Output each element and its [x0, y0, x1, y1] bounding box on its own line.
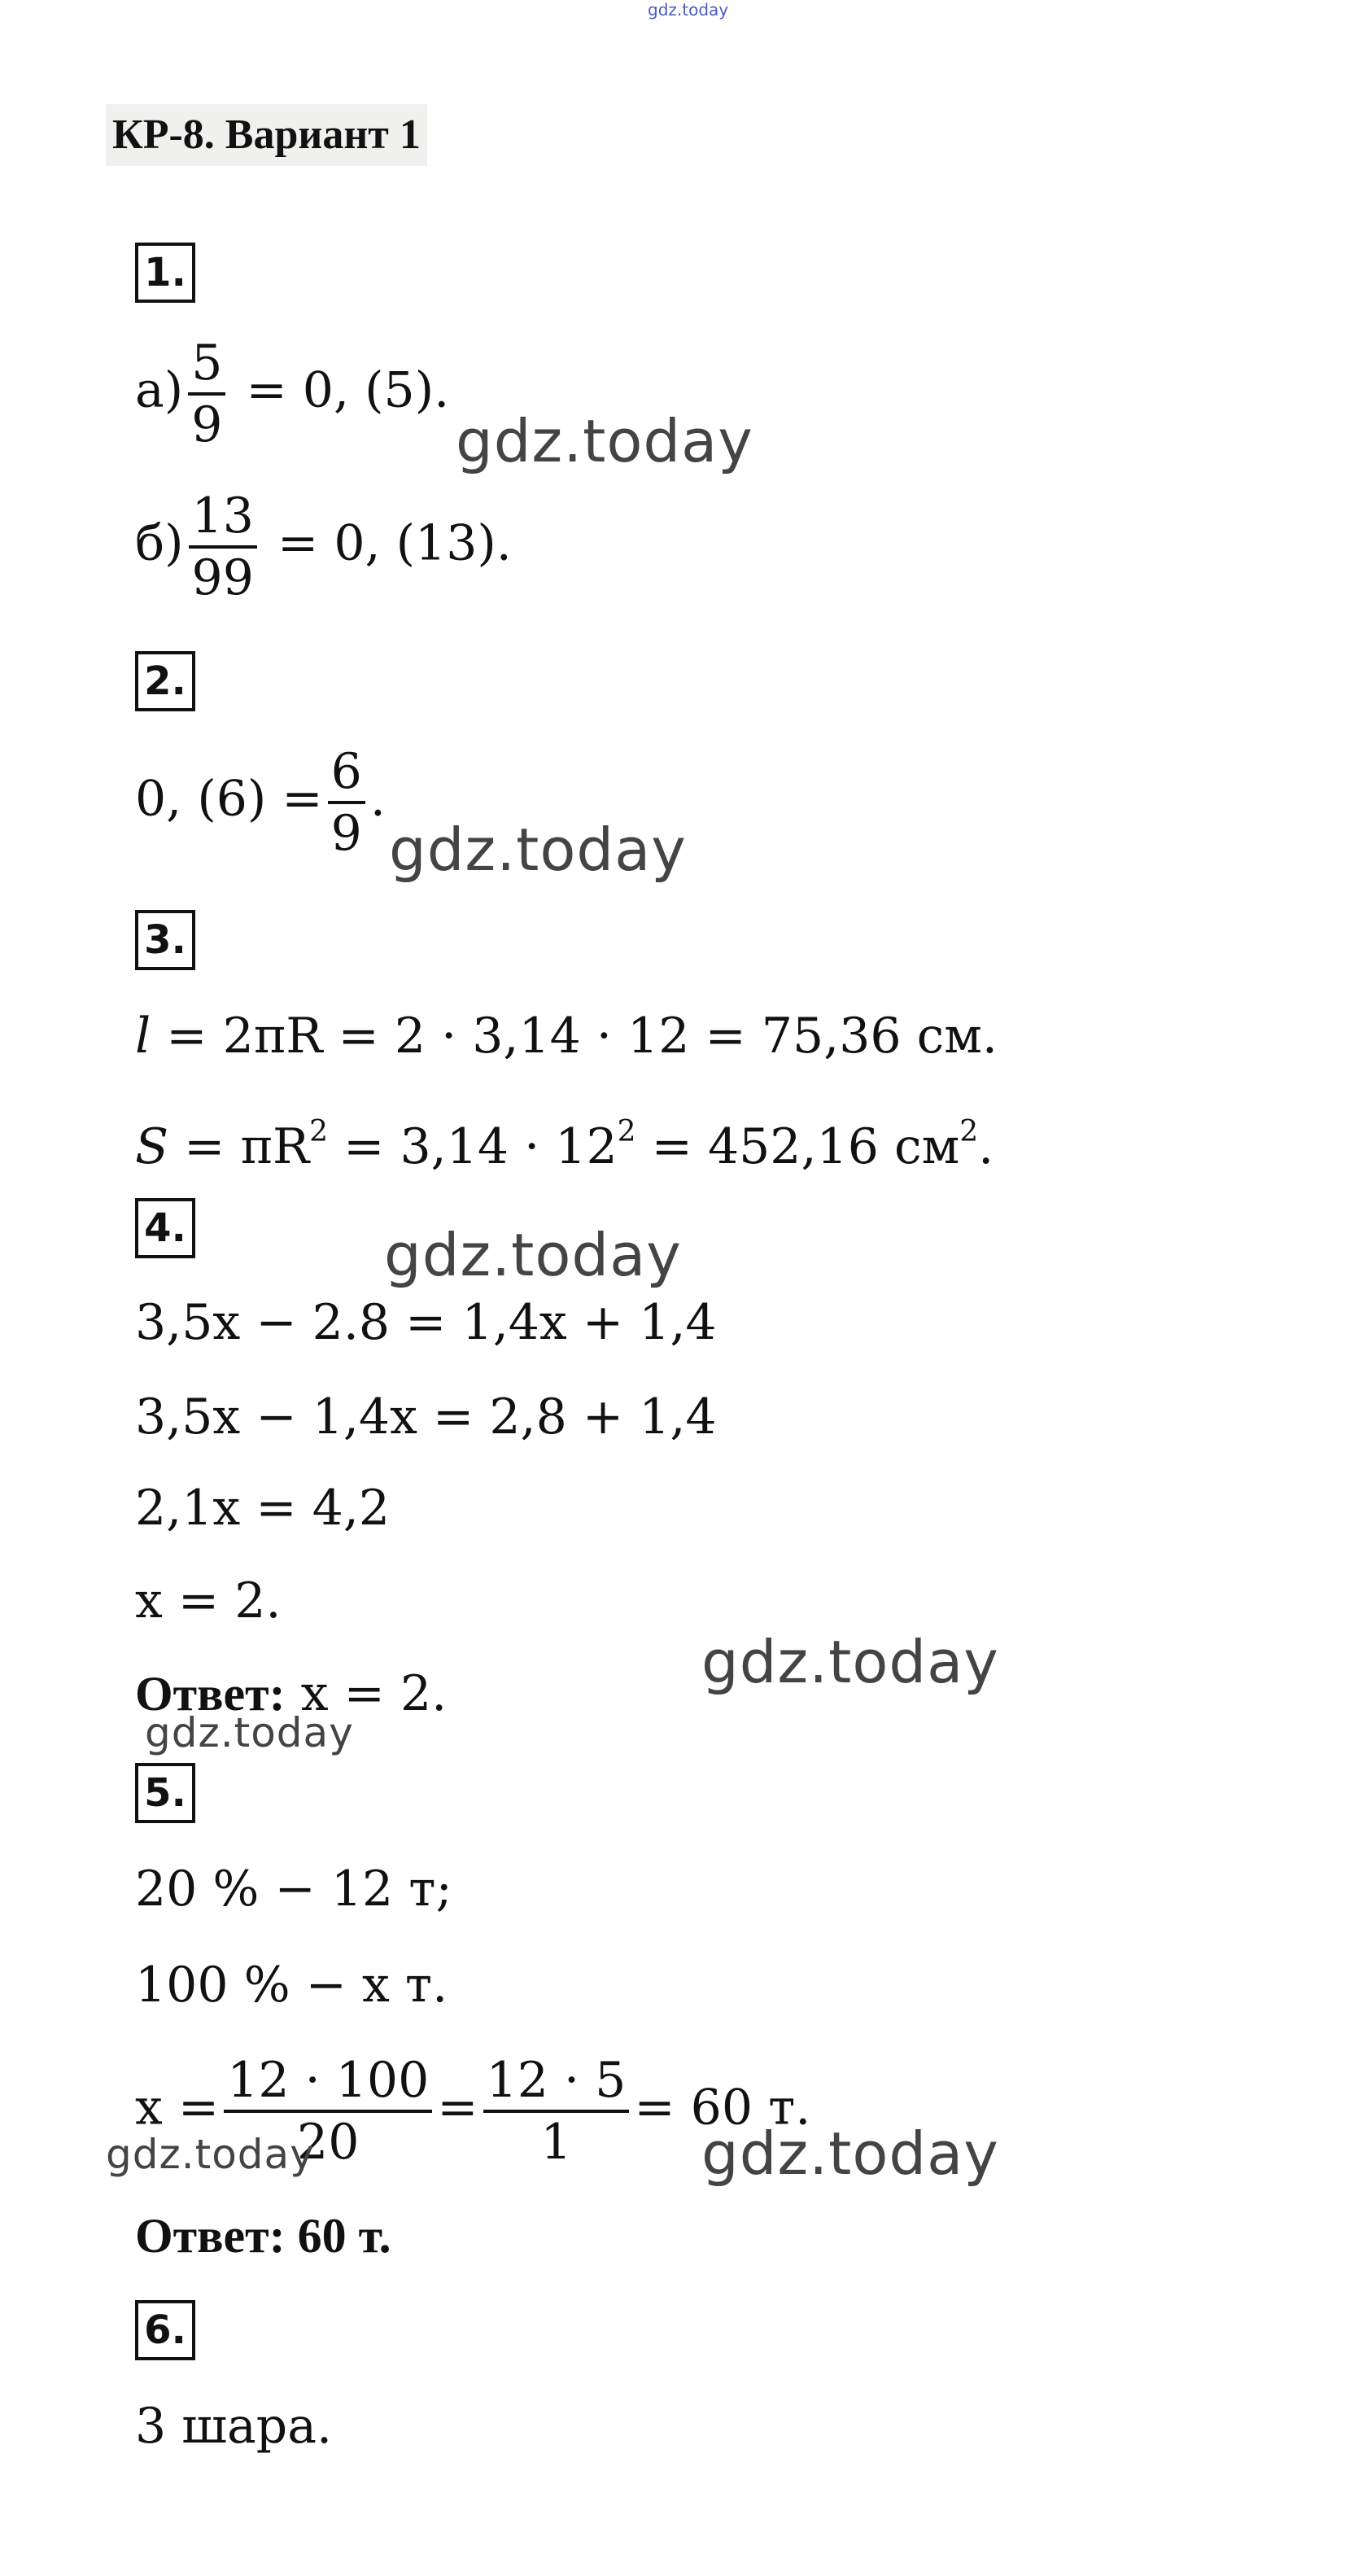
watermark-1: gdz.today [456, 407, 753, 475]
task5-answer: Ответ: 60 т. [135, 2209, 391, 2263]
watermark-6: gdz.today [106, 2131, 315, 2178]
fraction-numerator: 12 · 5 [483, 2051, 630, 2113]
fraction-60-1 [483, 2051, 630, 2171]
task3-l-expr: = 2πR = 2 · 3,14 · 12 = 75,36 см. [151, 1008, 998, 1065]
task4-line-4: x = 2. [135, 1572, 282, 1629]
task3-s-var: S [135, 1118, 169, 1175]
task1-a-prefix: а) [135, 361, 184, 419]
fraction-5-9 [188, 334, 225, 454]
task-number-5: 5. [135, 1763, 195, 1823]
watermark-4: gdz.today [701, 1628, 999, 1696]
task3-s-expr-3: = 452,16 см [635, 1118, 960, 1175]
task4-line-2: 3,5x − 1,4x = 2,8 + 1,4 [135, 1389, 717, 1445]
task1-line-b [135, 487, 512, 607]
fraction-denominator: 1 [540, 2114, 572, 2171]
task-number-2: 2. [135, 651, 195, 711]
task1-a-result: = 0, (5). [246, 361, 450, 419]
watermark-3: gdz.today [384, 1221, 682, 1289]
fraction-denominator: 99 [191, 549, 254, 606]
task4-line-3: 2,1x = 4,2 [135, 1480, 391, 1537]
task6-answer: 3 шара. [135, 2398, 333, 2455]
top-watermark: gdz.today [648, 0, 729, 20]
fraction-6-9 [328, 742, 365, 863]
task3-l-var: l [135, 1008, 151, 1065]
task3-s-sup-2: 2 [617, 1115, 636, 1148]
fraction-numerator: 12 · 100 [224, 2051, 432, 2113]
task5-equals: = [437, 2079, 478, 2136]
task-number-3: 3. [135, 910, 195, 970]
task5-line-2: 100 % − x т. [135, 1957, 448, 2014]
task3-s-expr-1: = πR [168, 1118, 310, 1175]
watermark-5: gdz.today [145, 1709, 354, 1756]
fraction-numerator: 13 [189, 487, 257, 549]
fraction-numerator: 6 [328, 742, 365, 804]
page-title: КР-8. Вариант 1 [106, 104, 427, 166]
fraction-denominator: 9 [191, 396, 223, 453]
task-number-6: 6. [135, 2300, 195, 2360]
task3-area [135, 1104, 994, 1175]
watermark-7: gdz.today [701, 2119, 999, 2188]
fraction-denominator: 9 [330, 805, 362, 862]
watermark-2: gdz.today [389, 816, 687, 884]
fraction-13-99 [189, 487, 257, 607]
task2-end: . [369, 770, 386, 828]
task2-lhs: 0, (6) = [135, 770, 323, 828]
task4-line-1: 3,5x − 2.8 = 1,4x + 1,4 [135, 1294, 717, 1351]
task3-s-sup-3: 2 [959, 1115, 979, 1148]
task3-s-expr-2: = 3,14 · 12 [328, 1118, 618, 1175]
task1-b-result: = 0, (13). [277, 514, 512, 572]
task-number-4: 4. [135, 1198, 195, 1258]
fraction-numerator: 5 [188, 334, 225, 396]
task2-line [135, 742, 386, 863]
task1-line-a [135, 334, 449, 454]
task1-b-prefix: б) [135, 514, 184, 572]
task4-answer-value: x = 2. [300, 1665, 448, 1722]
task-number-1: 1. [135, 243, 195, 303]
task3-s-sup-1: 2 [309, 1115, 329, 1148]
fraction-denominator: 20 [297, 2114, 360, 2171]
task5-x-lhs: x = [135, 2079, 220, 2136]
task5-result: = 60 т. [634, 2079, 811, 2136]
task4-answer-label: Ответ: [135, 1667, 286, 1721]
task3-circumference [135, 1008, 998, 1065]
task3-s-end: . [978, 1118, 994, 1175]
task5-line-1: 20 % − 12 т; [135, 1861, 452, 1918]
